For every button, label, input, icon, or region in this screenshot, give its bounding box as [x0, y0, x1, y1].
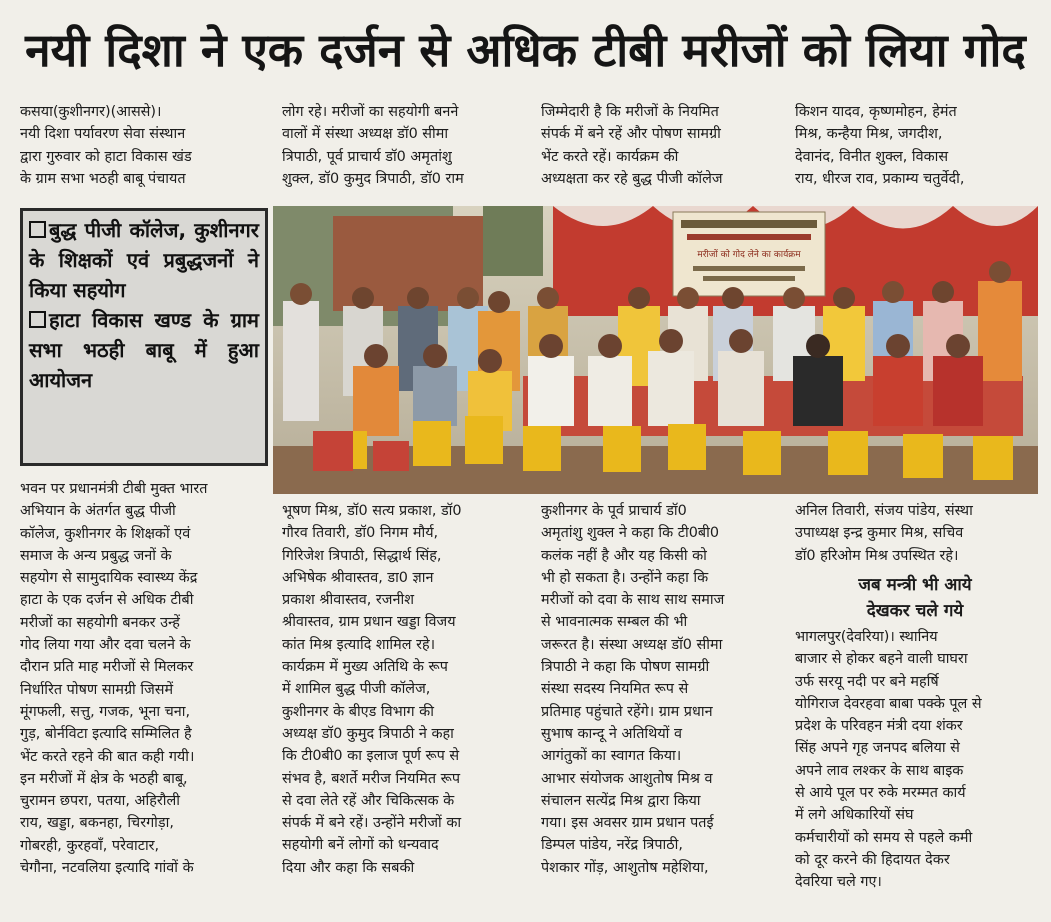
banner-text: मरीजों को गोद लेने का कार्यक्रम [697, 250, 801, 260]
column-a-top-text: कसया(कुशीनगर)(आससे)। नयी दिशा पर्यावरण सेवा संस्थान द्वारा गुरुवार को हाटा विकास खंड के ग्राम सभा भठही बाबू पंचायत [20, 104, 192, 187]
column-d-top-text: किशन यादव, कृष्णमोहन, हेमंत मिश्र, कन्हैया मिश्र, जगदीश, देवानंद, विनीत शुक्ल, विकास राय, धीरज राव, प्रकाम्य चतुर्वेदी, [795, 104, 965, 187]
highlight-box [20, 208, 268, 466]
highlight-item-1 [29, 215, 259, 305]
column-c-bottom-text: कुशीनगर के पूर्व प्राचार्य डॉ0 अमृतांशु शुक्ल ने कहा कि टी0बी0 कलंक नहीं है और यह किसी को भी हो सकता है। उन्होंने कहा कि मरीजों को दवा के साथ साथ समाज से भावनात्मक सम्बल की भी जरूरत है। संस्था अध्यक्ष डॉ0 सीमा त्रिपाठी ने कहा कि पोषण सामग्री संस्था सदस्य नियमित रूप से प्रतिमाह पहुंचाते रहेंगे। ग्राम प्रधान सुभाष कान्दू ने अतिथियों व आगंतुकों का स्वागत किया। आभार संयोजक आशुतोष मिश्र व संचालन सत्येंद्र मिश्र द्वारा किया गया। इस अवसर ग्राम प्रधान पतई डिम्पल पांडेय, नरेंद्र त्रिपाठी, पेशकार गोंड़, आशुतोष महेशिया, [541, 503, 725, 876]
sub-story-heading-line-1: जब मन्त्री भी आये [858, 575, 972, 595]
checkbox-bullet-icon [29, 311, 46, 328]
column-c-top-text: जिम्मेदारी है कि मरीजों के नियमित संपर्क में बने रहें और पोषण सामग्री भेंट करते रहें। कार्यक्रम की अध्यक्षता कर रहे बुद्ध पीजी कॉलेज [541, 104, 723, 187]
highlight-item-2 [29, 305, 259, 395]
highlight-text-1: बुद्ध पीजी कॉलेज, कुशीनगर के शिक्षकों एवं प्रबुद्धजनों ने किया सहयोग [29, 218, 259, 302]
sub-story-heading-line-2: देखकर चले गये [866, 601, 964, 621]
event-photo-illustration [273, 206, 1038, 494]
column-d-bottom-text: भागलपुर(देवरिया)। स्थानिय बाजार से होकर बहने वाली घाघरा उर्फ सरयू नदी पर बने महर्षि योगिराज देवरहवा बाबा पक्के पूल से प्रदेश के परिवहन मंत्री दया शंकर सिंह अपने गृह जनपद बलिया से अपने लाव लश्कर के साथ बाइक से आये पूल पर रुके मरम्मत कार्य में लगे अधिकारियों संघ कर्मचारीयों को समय से पहले कमी को दूर करने की हिदायत देकर देवरिया चले गए। [795, 629, 982, 891]
checkbox-bullet-icon [29, 221, 46, 238]
headline: नयी दिशा ने एक दर्जन से अधिक टीबी मरीजों को लिया गोद [25, 23, 1026, 77]
column-d-mid-text: अनिल तिवारी, संजय पांडेय, संस्था उपाध्यक्ष इन्द्र कुमार मिश्र, सचिव डॉ0 हरिओम मिश्र उपस्थित रहे। [795, 503, 973, 564]
column-a-bottom-text: भवन पर प्रधानमंत्री टीबी मुक्त भारत अभियान के अंतर्गत बुद्ध पीजी कॉलेज, कुशीनगर के शिक्षकों एवं समाज के अन्य प्रबुद्ध जनों के सहयोग से सामुदायिक स्वास्थ्य केंद्र हाटा के एक दर्जन से अधिक टीबी मरीजों का सहयोगी बनकर उन्हें गोद लिया गया और दवा चलने के दौरान प्रति माह मरीजों से मिलकर निर्धारित पोषण सामग्री जिसमें मूंगफली, सत्तु, गजक, भूना चना, गुड़, बोर्नविटा इत्यादि सम्मिलित है भेंट करते रहने की बात कही गयी। इन मरीजों में क्षेत्र के भठही बाबू, चुरामन छपरा, पतया, अहिरौली राय, खड्डा, बकनहा, चिरगोड़ा, गोबरही, कुरहवाँ, परेवाटार, चेगौना, नटवलिया इत्यादि गांवों के [20, 481, 208, 877]
column-b-top-text: लोग रहे। मरीजों का सहयोगी बनने वालों में संस्था अध्यक्ष डॉ0 सीमा त्रिपाठी, पूर्व प्राचार्य डॉ0 अमृतांशु शुक्ल, डॉ0 कुमुद त्रिपाठी, डॉ0 राम [282, 104, 464, 187]
column-b-bottom-text: भूषण मिश्र, डॉ0 सत्य प्रकाश, डॉ0 गौरव तिवारी, डॉ0 निगम मौर्य, गिरिजेश त्रिपाठी, सिद्धार्थ सिंह, अभिषेक श्रीवास्तव, डा0 ज्ञान प्रकाश श्रीवास्तव, रजनीश श्रीवास्तव, ग्राम प्रधान खड्डा विजय कांत मिश्र इत्यादि शामिल रहे। कार्यक्रम में मुख्य अतिथि के रूप में शामिल बुद्ध पीजी कॉलेज, कुशीनगर के बीएड विभाग की अध्यक्ष डॉ0 कुमुद त्रिपाठी ने कहा कि टी0बी0 का इलाज पूर्ण रूप से संभव है, बशर्ते मरीज नियमित रूप से दवा लेते रहें और चिकित्सक के संपर्क में बने रहें। उन्होंने मरीजों का सहयोगी बनें लोगों को धन्यवाद दिया और कहा कि सबकी [282, 503, 462, 876]
event-photo [273, 206, 1038, 494]
highlight-text-2: हाटा विकास खण्ड के ग्राम सभा भठही बाबू में हुआ आयोजन [29, 308, 259, 392]
